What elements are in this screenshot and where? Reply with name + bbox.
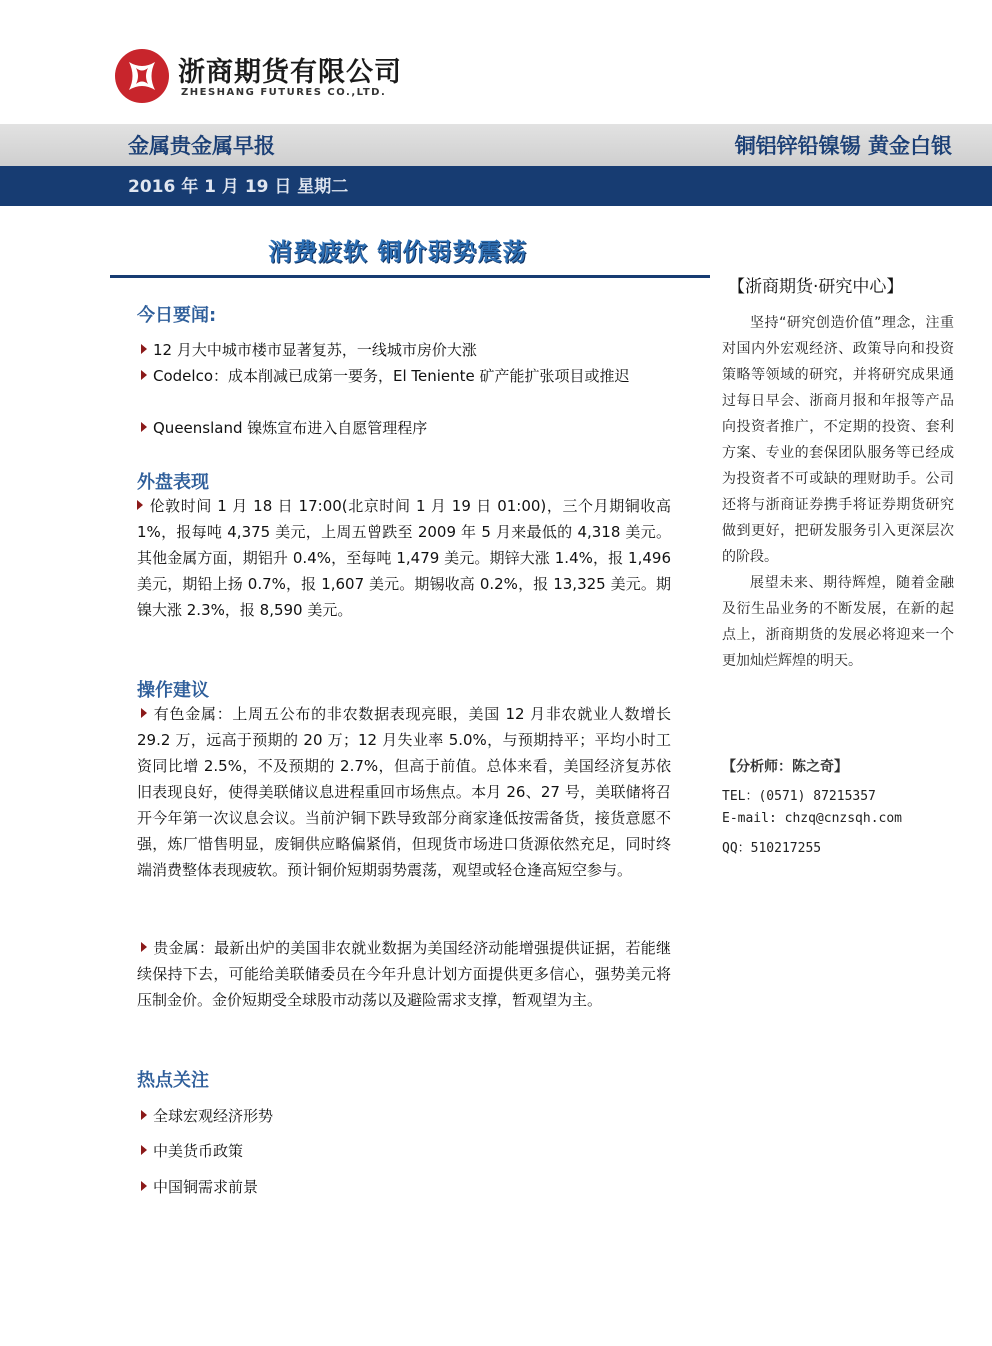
- company-logo-icon: [114, 48, 170, 104]
- news-item: Codelco：成本削减已成第一要务，El Teniente 矿产能扩张项目或推迟: [137, 363, 671, 389]
- bullet-icon: [141, 708, 147, 718]
- overseas-paragraph: 伦敦时间 1 月 18 日 17:00(北京时间 1 月 19 日 01:00)，三个月期铜收高 1%，报每吨 4,375 美元，上周五曾跌至 2009 年 5 月来最低的 4,318 美元。其他金属方面，期铝升 0.4%，至每吨 1,479 美元。期锌大涨 1.4%，报 1,496 美元，期铅上扬 0.7%，报 1,607 美元。期锡收高 0.2%，报 13,325 美元。期镍大涨 2.3%，报 8,590 美元。: [137, 497, 671, 619]
- research-center-intro: [722, 310, 954, 674]
- news-item: Queensland 镍炼宣布进入自愿管理程序: [137, 415, 671, 441]
- precious-metals-paragraph: 贵金属：最新出炉的美国非农就业数据为美国经济动能增强提供证据，若能继续保持下去，可能给美联储委员在今年升息计划方面提供更多信心，强势美元将压制金价。金价短期受全球股市动荡以及避险需求支撑，暂观望为主。: [137, 939, 671, 1009]
- company-name-cn: 浙商期货有限公司: [178, 57, 402, 88]
- hotspot-item: 全球宏观经济形势: [137, 1103, 671, 1129]
- bullet-icon: [141, 1110, 147, 1120]
- base-metals-paragraph: 有色金属：上周五公布的非农数据表现亮眼，美国 12 月非农就业人数增长 29.2 万，远高于预期的 20 万；12 月失业率 5.0%，与预期持平；平均小时工资同比增 2.5%，不及预期的 2.7%，但高于前值。总体来看，美国经济复苏依旧表现良好，使得美联储议息进程重回市场焦点。本月 26、27 号，美联储将召开今年第一次议息会议。当前沪铜下跌导致部分商家逢低按需备货，接货意愿不强，炼厂惜售明显，废铜供应略偏紧俏，但现货市场进口货源依然充足，同时终端消费整体表现疲软。预计铜价短期弱势震荡，观望或轻仓逢高短空参与。: [137, 705, 671, 879]
- research-center-heading: 【浙商期货·研究中心】: [728, 277, 904, 297]
- intro-paragraph-2: 展望未来、期待辉煌，随着金融及衍生品业务的不断发展，在新的起点上，浙商期货的发展必将迎来一个更加灿烂辉煌的明天。: [722, 575, 954, 669]
- analyst-email: E-mail: chzq@cnzsqh.com: [722, 811, 903, 826]
- bullet-icon: [141, 370, 147, 380]
- bullet-icon: [141, 1145, 147, 1155]
- advice-heading: 操作建议: [137, 680, 209, 701]
- bullet-icon: [141, 942, 147, 952]
- hotspot-item: 中国铜需求前景: [137, 1174, 671, 1200]
- metals-covered: 铜铝锌铅镍锡 黄金白银: [734, 134, 952, 158]
- bullet-icon: [141, 344, 147, 354]
- report-type: 金属贵金属早报: [128, 134, 275, 158]
- bullet-icon: [141, 422, 147, 432]
- hotspot-item: 中美货币政策: [137, 1138, 671, 1164]
- bullet-icon: [137, 500, 143, 510]
- report-date: 2016 年 1 月 19 日 星期二: [128, 177, 349, 197]
- report-title: 消费疲软 铜价弱势震荡: [268, 238, 528, 266]
- analyst-tel: TEL：(0571) 87215357: [722, 789, 876, 804]
- news-heading: 今日要闻:: [137, 305, 217, 326]
- title-divider: [110, 275, 710, 278]
- overseas-heading: 外盘表现: [137, 472, 209, 493]
- intro-paragraph-1: 坚持“研究创造价值”理念，注重对国内外宏观经济、政策导向和投资策略等领域的研究，并将研究成果通过每日早会、浙商月报和年报等产品向投资者推广，不定期的投资、套利方案、专业的套保团队服务等已经成为投资者不可或缺的理财助手。公司还将与浙商证券携手将证券期货研究做到更好，把研发服务引入更深层次的阶段。: [722, 315, 954, 565]
- news-item: 12 月大中城市楼市显著复苏，一线城市房价大涨: [137, 337, 671, 363]
- hotspots-heading: 热点关注: [137, 1070, 209, 1091]
- bullet-icon: [141, 1181, 147, 1191]
- company-name-en: ZHESHANG FUTURES CO.,LTD.: [181, 87, 387, 98]
- analyst-qq: QQ：510217255: [722, 841, 822, 856]
- analyst-name: 【分析师：陈之奇】: [722, 759, 848, 775]
